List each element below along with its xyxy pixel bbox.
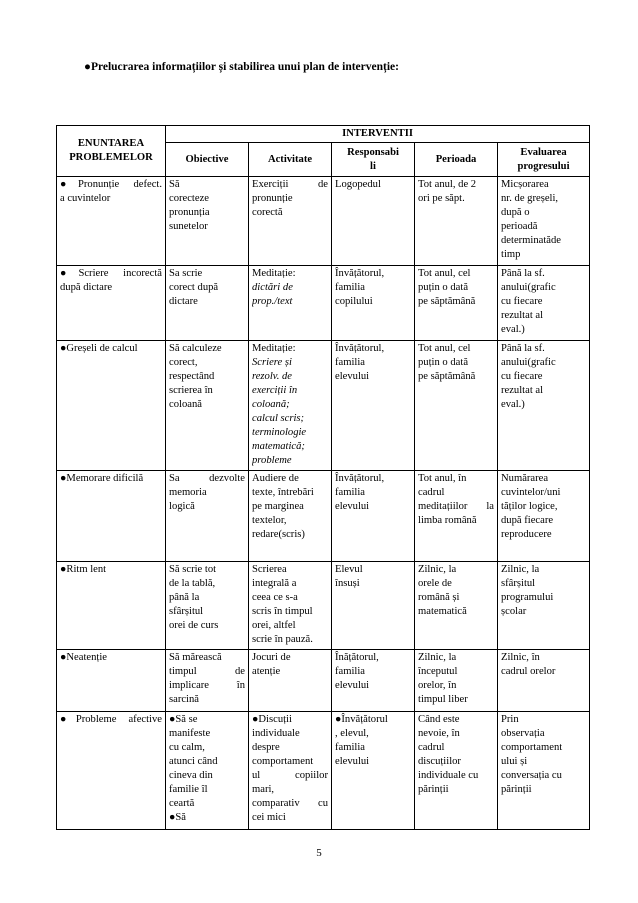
header-activity: Activitate — [249, 143, 332, 177]
objective-cell: Să mărească timpul de implicare în sarcină — [166, 650, 249, 712]
period-cell: Tot anul, în cadrul meditațiilor la limba română — [415, 471, 498, 562]
problem-cell: ●Neatenție — [57, 650, 166, 712]
problem-cell: ●Probleme afective — [57, 712, 166, 830]
problem-cell: ●Ritm lent — [57, 562, 166, 650]
table-row — [57, 712, 590, 830]
responsible-cell: Logopedul — [332, 177, 415, 266]
table-row — [57, 177, 590, 266]
activity-cell: Jocuri de atenție — [249, 650, 332, 712]
evaluation-cell: Zilnic, la sfârșitul programului școlar — [498, 562, 590, 650]
header-period: Perioada — [415, 143, 498, 177]
evaluation-cell: Numărarea cuvintelor/uni tăților logice, după fiecare reproducere — [498, 471, 590, 562]
section-heading: ●Prelucrarea informațiilor și stabilirea unui plan de intervenție: — [84, 61, 399, 73]
activity-cell: Exerciții de pronunție corectă — [249, 177, 332, 266]
objective-cell: Să scrie tot de la tablă, până la sfârșitul orei de curs — [166, 562, 249, 650]
objective-cell: ●Să se manifeste cu calm, atunci când cineva din familie îl ceartă ●Să — [166, 712, 249, 830]
evaluation-cell: Până la sf. anului(grafic cu fiecare rezultat al eval.) — [498, 266, 590, 341]
problem-cell: ●Memorare dificilă — [57, 471, 166, 562]
intervention-plan-table — [56, 125, 590, 830]
activity-cell: ●Discuții individuale despre comportament ul copiilor mari, comparativ cu cei mici — [249, 712, 332, 830]
table-row — [57, 562, 590, 650]
responsible-cell: Învățătorul, familia elevului — [332, 471, 415, 562]
problem-cell: ●Pronunție defect. a cuvintelor — [57, 177, 166, 266]
objective-cell: Să corecteze pronunția sunetelor — [166, 177, 249, 266]
evaluation-cell: Micșorarea nr. de greșeli, după o perioadă determinatăde timp — [498, 177, 590, 266]
activity-cell: Meditație: Scriere și rezolv. de exerciții în coloană; calcul scris; terminologie matematică; probleme — [249, 341, 332, 471]
table-row — [57, 650, 590, 712]
activity-cell: Audiere de texte, întrebări pe marginea textelor, redare(scris) — [249, 471, 332, 562]
activity-cell: Meditație: dictări de prop./text — [249, 266, 332, 341]
header-evaluation: Evaluarea progresului — [498, 143, 590, 177]
table-row — [57, 341, 590, 471]
evaluation-cell: Zilnic, în cadrul orelor — [498, 650, 590, 712]
period-cell: Tot anul, cel puțin o dată pe săptămână — [415, 341, 498, 471]
objective-cell: Sa dezvolte memoria logică — [166, 471, 249, 562]
header-objectives: Obiective — [166, 143, 249, 177]
page-number: 5 — [316, 847, 322, 859]
objective-cell: Să calculeze corect, respectând scrierea în coloană — [166, 341, 249, 471]
objective-cell: Sa scrie corect după dictare — [166, 266, 249, 341]
table-row — [57, 266, 590, 341]
problem-cell: ●Scriere incorectă după dictare — [57, 266, 166, 341]
period-cell: Tot anul, cel puțin o dată pe săptămână — [415, 266, 498, 341]
period-cell: Când este nevoie, în cadrul discuțiilor individuale cu părinții — [415, 712, 498, 830]
problem-cell: ●Greșeli de calcul — [57, 341, 166, 471]
responsible-cell: Înățătorul, familia elevului — [332, 650, 415, 712]
responsible-cell: Învățătorul, familia elevului — [332, 341, 415, 471]
responsible-cell: ●Învățătorul , elevul, familia elevului — [332, 712, 415, 830]
responsible-cell: Elevul însuși — [332, 562, 415, 650]
activity-cell: Scrierea integrală a ceea ce s-a scris în timpul orei, altfel scrie în pauză. — [249, 562, 332, 650]
evaluation-cell: Până la sf. anului(grafic cu fiecare rezultat al eval.) — [498, 341, 590, 471]
header-responsible: Responsabi li — [332, 143, 415, 177]
responsible-cell: Învățătorul, familia copilului — [332, 266, 415, 341]
table-row — [57, 471, 590, 562]
evaluation-cell: Prin observația comportament ului și conversația cu părinții — [498, 712, 590, 830]
period-cell: Zilnic, la orele de română și matematică — [415, 562, 498, 650]
period-cell: Zilnic, la începutul orelor, în timpul liber — [415, 650, 498, 712]
period-cell: Tot anul, de 2 ori pe săpt. — [415, 177, 498, 266]
header-interventions: INTERVENTII — [166, 126, 590, 143]
header-problem-statement: ENUNTAREA PROBLEMELOR — [57, 126, 166, 177]
